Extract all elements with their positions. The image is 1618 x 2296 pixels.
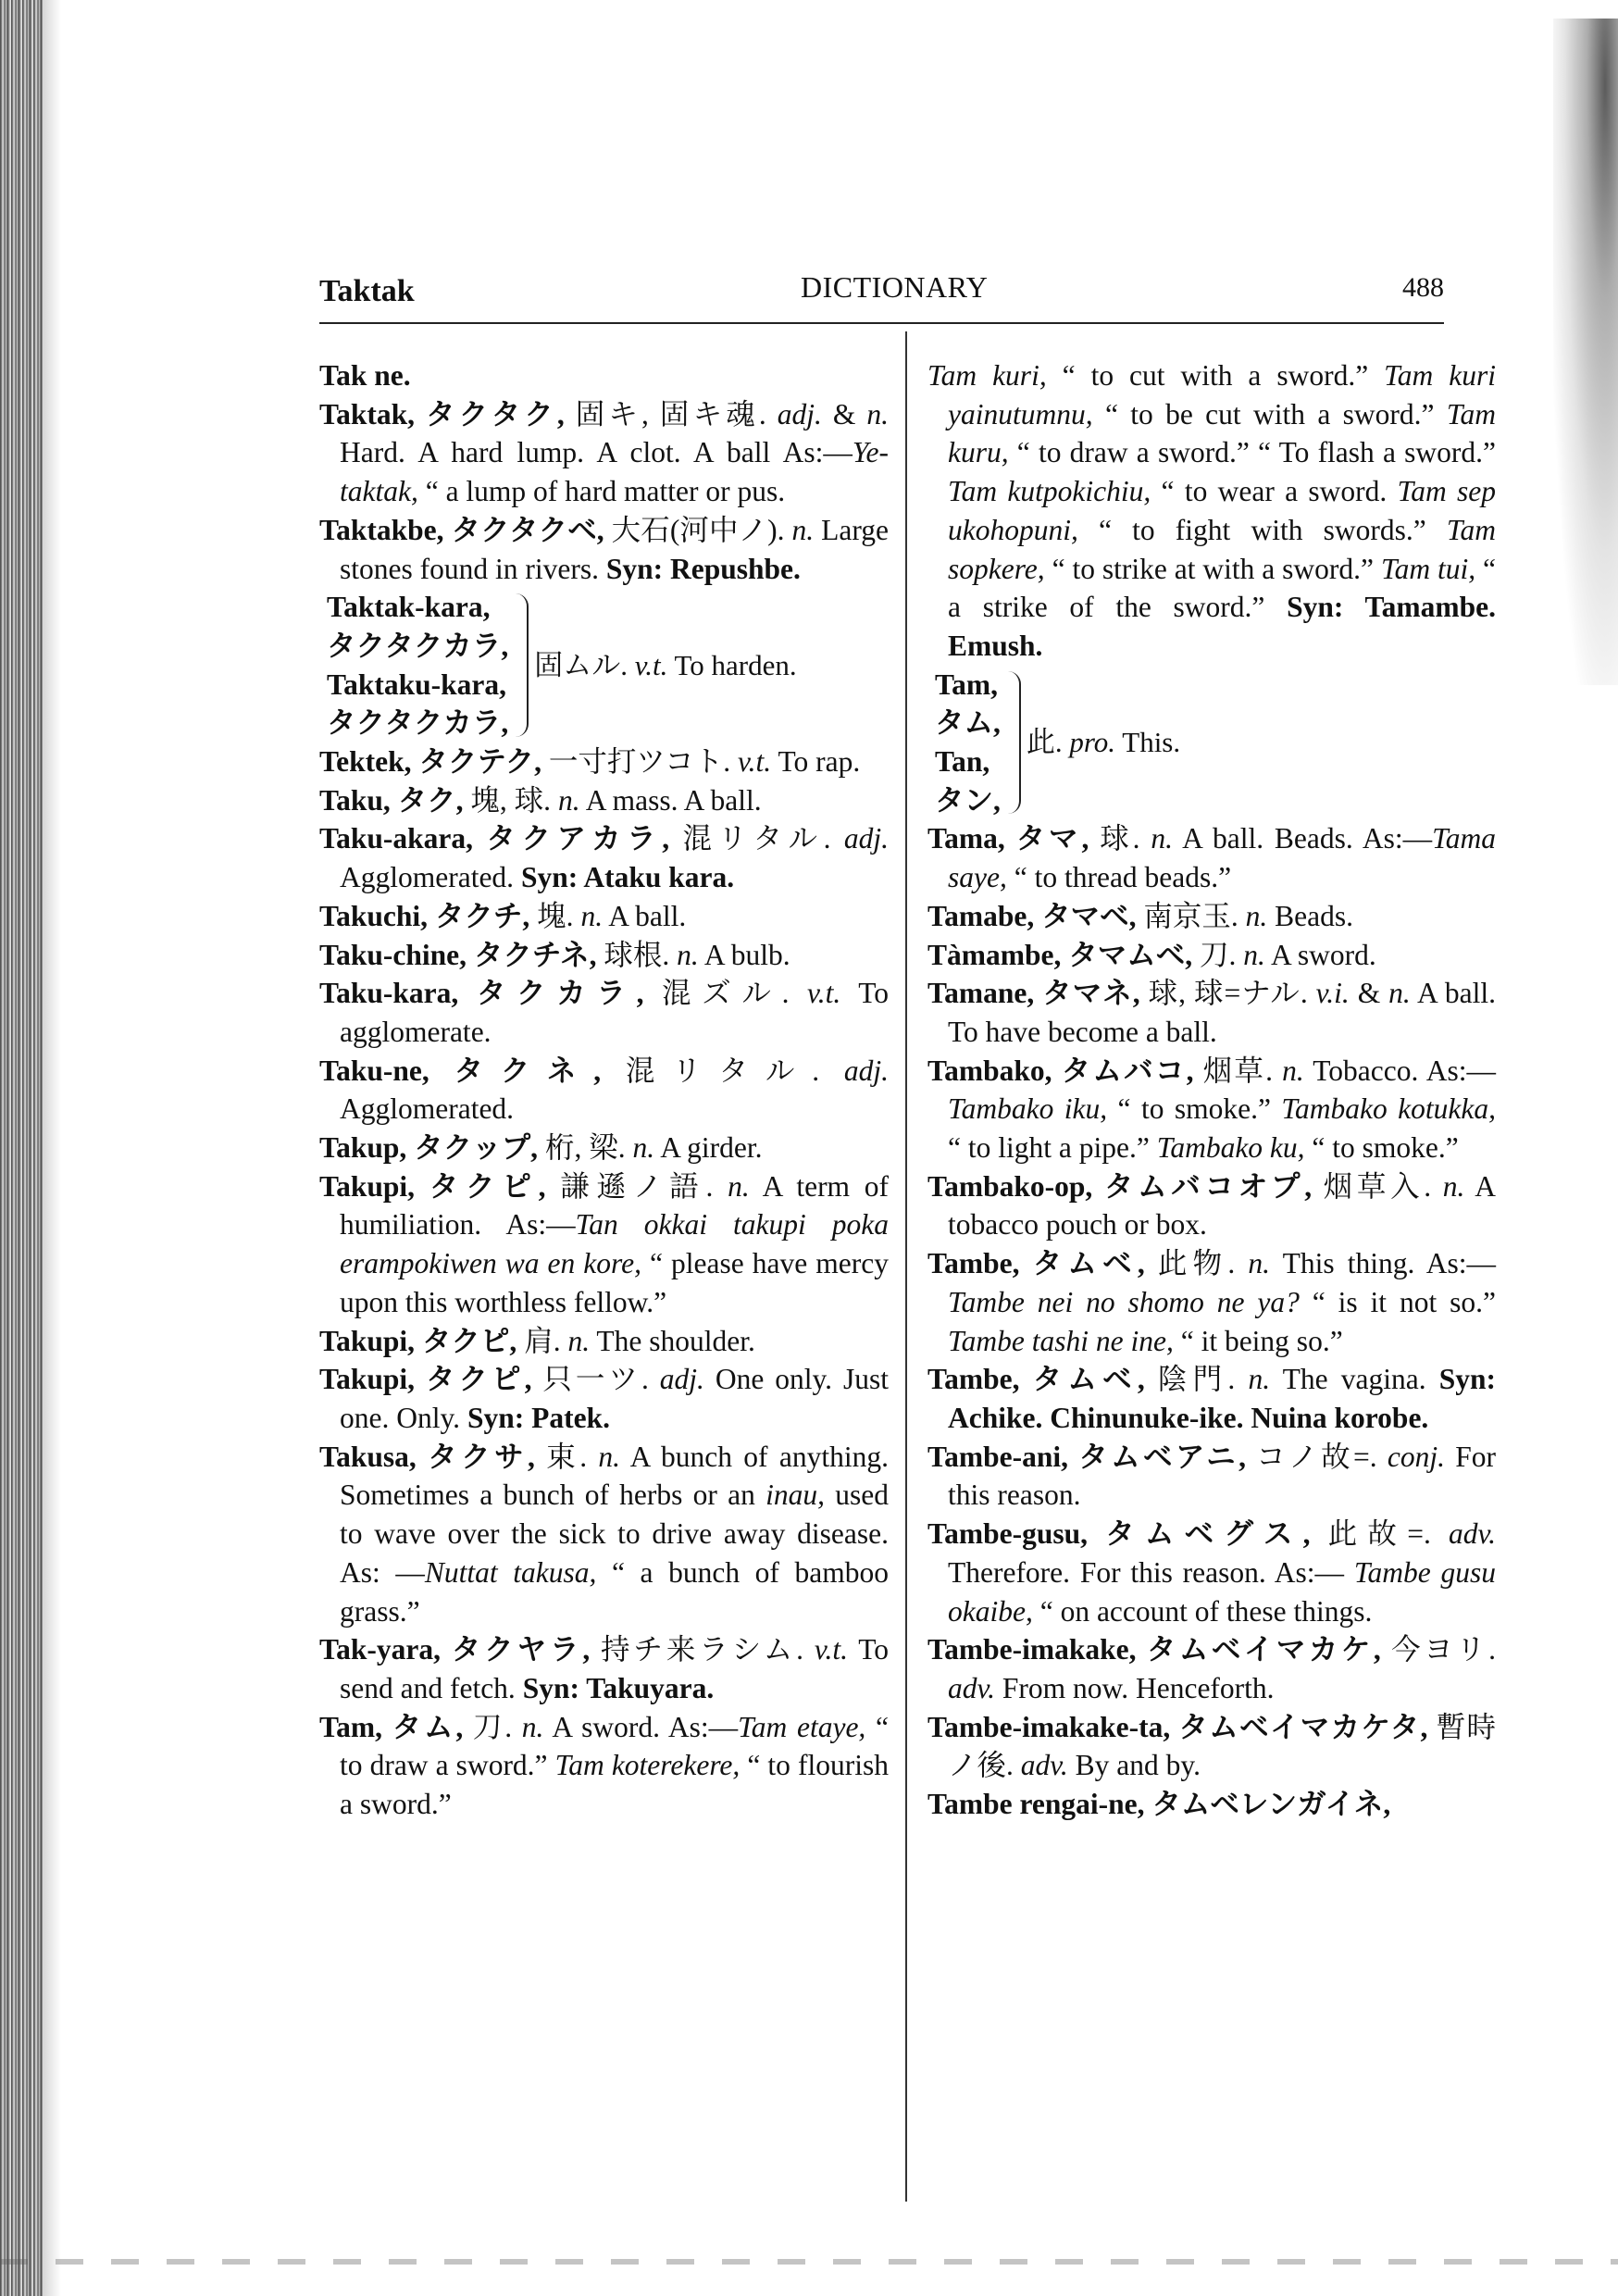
dictionary-entry: Tambe-gusu, タムベグス, 此故=. adv. Therefore. For this reason. As:— Tambe gusu okaibe, “ on account of these things.: [927, 1517, 1496, 1628]
scan-edge-left-shadow: [43, 0, 61, 2296]
dictionary-entry: Tambe, タムベ, 陰門. n. The vagina. Syn: Achike. Chinunuke-ike. Nuina korobe.: [927, 1363, 1497, 1434]
entry-group: [319, 588, 889, 742]
dictionary-entry: Tamane, タマネ, 球, 球=ナル. v.i. & n. A ball. To have become a ball.: [927, 977, 1496, 1048]
dictionary-entry: Tàmambe, タマムベ, 刀. n. A sword.: [927, 938, 1376, 971]
group-definition: 此. pro. This.: [1026, 726, 1181, 759]
dictionary-entry: Taku-ne, タクネ, 混リタル. adj. Agglomerated.: [319, 1054, 889, 1126]
dictionary-entry: Tam, タム, 刀. n. A sword. As:—Tam etaye, “ to draw a sword.” Tam koterekere, “ to flourish a sword.”: [319, 1710, 889, 1821]
running-title: DICTIONARY: [801, 270, 989, 304]
dictionary-entry: Tama, タマ, 球. n. A ball. Beads. As:—Tama saye, “ to thread beads.”: [927, 822, 1497, 894]
brace: [1006, 671, 1021, 815]
dictionary-entry: Tak-yara, タクヤラ, 持チ来ラシム. v.t. To send and fetch. Syn: Takuyara.: [319, 1633, 889, 1704]
group-headword: Tan,: [935, 745, 990, 779]
dictionary-entry: Tambe-imakake-ta, タムベイマカケタ, 暫時ノ後. adv. By and by.: [927, 1710, 1496, 1782]
group-headword: Taktaku-kara,: [327, 668, 507, 701]
scan-edge-right: [1553, 19, 1618, 685]
dictionary-entry: Taktak, タクタク, 固キ, 固キ魂. adj. & n. Hard. A hard lump. A clot. A ball As:—Ye-taktak, “ a lump of hard matter or pus.: [319, 397, 889, 508]
left-column: [319, 356, 889, 1824]
dictionary-entry: Tambe rengai-ne, タムベレンガイネ,: [927, 1788, 1391, 1821]
dictionary-entry: Takusa, タクサ, 束. n. A bunch of anything. Sometimes a bunch of herbs or an inau, used to wave over the sick to drive away disease. As: —Nuttat takusa, “ a bunch of bamboo grass.”: [319, 1440, 889, 1628]
dictionary-entry: Takupi, タクピ, 肩. n. The shoulder.: [319, 1324, 755, 1357]
header-rule: [319, 322, 1444, 324]
group-headword: Tam,: [935, 668, 998, 701]
dictionary-entry: Taku-kara, タクカラ, 混ズル. v.t. To agglomerate.: [319, 977, 889, 1048]
group-headwords: [319, 588, 508, 742]
scan-edge-left: [0, 0, 43, 2296]
group-headword: タクタクカラ,: [327, 706, 509, 740]
dictionary-entry: Tam kuri, “ to cut with a sword.” Tam kuri yainutumnu, “ to be cut with a sword.” Tam kuru, “ to draw a sword.” “ To flash a sword.” Tam kutpokichiu, “ to wear a sword. Tam sep ukohopuni, “ to fight with swords.” Tam sopkere, “ to strike at with a sword.” Tam tui, “ a strike of the sword.” Syn: Tamambe. Emush.: [927, 359, 1497, 662]
dictionary-entry: Tambe-imakake, タムベイマカケ, 今ヨリ. adv. From now. Henceforth.: [927, 1633, 1496, 1704]
scan-edge-bottom: [0, 2259, 1618, 2265]
dictionary-entry: Tambe, タムベ, 此物. n. This thing. As:—Tambe nei no shomo ne ya? “ is it not so.” Tambe tashi ne ine, “ it being so.”: [927, 1247, 1496, 1357]
group-headword: タン,: [935, 783, 1001, 817]
group-headword: タム,: [935, 706, 1001, 740]
dictionary-entry: Taku, タク, 塊, 球. n. A mass. A ball.: [319, 783, 762, 817]
dictionary-entry: Taku-chine, タクチネ, 球根. n. A bulb.: [319, 938, 790, 971]
dictionary-entry: Takup, タクップ, 桁, 梁. n. A girder.: [319, 1131, 763, 1165]
dictionary-entry: Takupi, タクピ, 只一ツ. adj. One only. Just one. Only. Syn: Patek.: [319, 1363, 889, 1434]
group-headwords: [927, 666, 1001, 820]
page-header: [319, 270, 1444, 322]
dictionary-entry: Takuchi, タクチ, 塊. n. A ball.: [319, 899, 687, 932]
group-headword: タクタクカラ,: [327, 629, 509, 662]
right-column: [927, 356, 1496, 1824]
dictionary-entry: Tambako-op, タムバコオプ, 烟草入. n. A tobacco pouch or box.: [927, 1169, 1496, 1242]
running-head-word: Taktak: [319, 274, 415, 308]
group-headword: Taktak-kara,: [327, 591, 491, 624]
dictionary-entry: Tambako, タムバコ, 烟草. n. Tobacco. As:— Tambako iku, “ to smoke.” Tambako kotukka, “ to light a pipe.” Tambako ku, “ to smoke.”: [927, 1054, 1496, 1165]
column-divider: [905, 331, 907, 2202]
page-number: 488: [1402, 272, 1444, 303]
dictionary-entry: Tak ne.: [319, 359, 411, 392]
dictionary-entry: Tamabe, タマベ, 南京玉. n. Beads.: [927, 899, 1353, 932]
group-definition: 固ムル. v.t. To harden.: [534, 648, 797, 681]
entry-group: [927, 666, 1496, 820]
dictionary-entry: Taku-akara, タクアカラ, 混リタル. adj. Agglomerated. Syn: Ataku kara.: [319, 822, 889, 894]
brace: [514, 593, 529, 737]
dictionary-entry: Takupi, タクピ, 謙遜ノ語. n. A term of humiliation. As:—Tan okkai takupi poka erampokiwen wa en kore, “ please have mercy upon this worthless fellow.”: [319, 1169, 889, 1318]
dictionary-entry: Tambe-ani, タムベアニ, コノ故=. conj. For this reason.: [927, 1440, 1496, 1512]
dictionary-entry: Tektek, タクテク, 一寸打ツコト. v.t. To rap.: [319, 745, 861, 779]
dictionary-entry: Taktakbe, タクタクベ, 大石(河中ノ). n. Large stones found in rivers. Syn: Repushbe.: [319, 513, 889, 585]
